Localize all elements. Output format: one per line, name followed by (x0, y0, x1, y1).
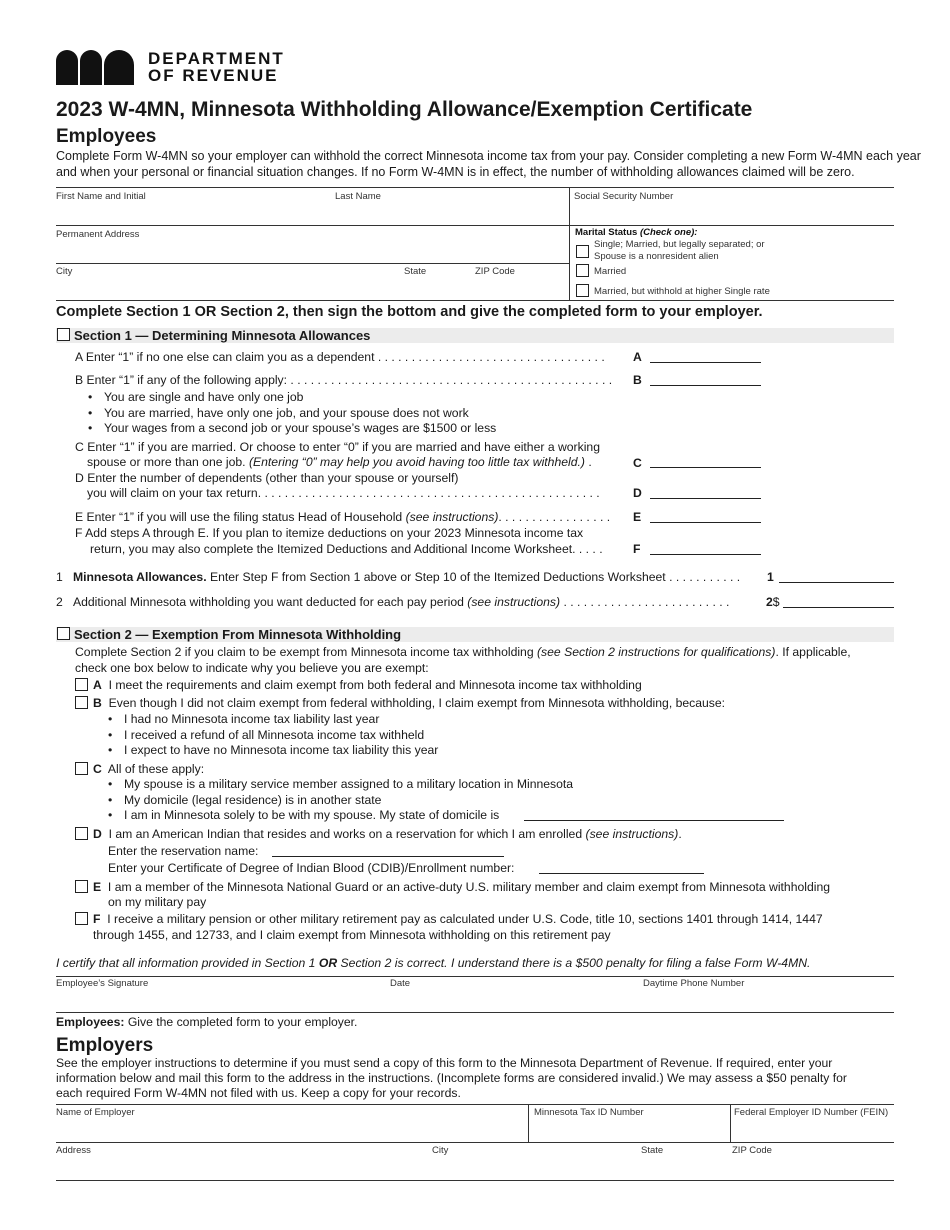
exempt-e-line2: on my military pay (108, 895, 207, 909)
exempt-c-bullet-3: • I am in Minnesota solely to be with my spouse. My state of domicile is (124, 808, 499, 823)
exempt-b-text: B Even though I did not claim exempt from federal withholding, I claim exempt from Minnesota withholding, because: (93, 696, 726, 710)
exempt-e-line1: E I am a member of the Minnesota National Guard or an active-duty U.S. military member and claim exempt from Minnesota withholding (93, 880, 831, 894)
employees-heading: Employees (56, 126, 157, 147)
employers-heading: Employers (56, 1035, 154, 1056)
address-label: Permanent Address (56, 229, 140, 240)
section2-intro-line1: Complete Section 2 if you claim to be exempt from Minnesota income tax withholding (see Section 2 instructions for qualifications). If applicable, (75, 645, 851, 659)
give-to-employer-note: Employees: Give the completed form to your employer. (56, 1015, 358, 1029)
exempt-c-checkbox[interactable] (75, 762, 88, 775)
phone-label: Daytime Phone Number (643, 978, 745, 989)
section1-title: Section 1 — Determining Minnesota Allowances (74, 328, 371, 343)
step-c-letter: C (633, 456, 642, 470)
mn-tax-id-field[interactable] (534, 1119, 726, 1141)
cdib-label: Enter your Certificate of Degree of Indian Blood (CDIB)/Enrollment number: (108, 861, 515, 875)
section-instruction: Complete Section 1 OR Section 2, then sign the bottom and give the completed form to your employer. (56, 304, 763, 320)
exempt-c-text: C All of these apply: (93, 762, 205, 776)
step-a-field[interactable] (650, 362, 761, 363)
marital-single-checkbox[interactable] (576, 245, 589, 258)
exempt-b-checkbox[interactable] (75, 696, 88, 709)
line1-number: 1 (767, 570, 774, 584)
exempt-b-bullet-3: • I expect to have no Minnesota income tax liability this year (124, 743, 438, 758)
marital-status-label: Marital Status (Check one): (575, 227, 698, 238)
zip-label: ZIP Code (475, 266, 515, 277)
line1-text: 1 Minnesota Allowances. Enter Step F from Section 1 above or Step 10 of the Itemized Deductions Worksheet . . . . . . . . . . . (56, 570, 741, 584)
exempt-a-checkbox[interactable] (75, 678, 88, 691)
exempt-c-bullet-2: • My domicile (legal residence) is in another state (124, 793, 381, 808)
section2-title: Section 2 — Exemption From Minnesota Withholding (74, 627, 402, 642)
marital-higher-rate-label: Married, but withhold at higher Single rate (594, 286, 770, 297)
step-a-text: A Enter “1” if no one else can claim you as a dependent . . . . . . . . . . . . . . . . . . . . . . . . . . . . . . . . . . (75, 350, 605, 364)
employers-intro: See the employer instructions to determine if you must send a copy of this form to the Minnesota Department of Revenue. If required, enter your information below and mail this form to the address in the instructions. (Incomplete forms are considered invalid.) We may assess a $50 penalty for each required Form W-4MN not filed with us. Keep a copy for your records. (56, 1056, 847, 1100)
exempt-b-bullet-2: • I received a refund of all Minnesota income tax withheld (124, 728, 424, 743)
step-b-letter: B (633, 373, 642, 387)
cdib-field[interactable] (539, 873, 704, 874)
signature-label: Employee’s Signature (56, 978, 149, 989)
marital-married-checkbox[interactable] (576, 264, 589, 277)
step-f-line2: return, you may also complete the Itemized Deductions and Additional Income Worksheet. . . . . (90, 542, 603, 556)
mn-tax-id-label: Minnesota Tax ID Number (534, 1107, 644, 1118)
step-b-field[interactable] (650, 385, 761, 386)
employer-name-label: Name of Employer (56, 1107, 135, 1118)
ssn-field[interactable] (574, 202, 892, 224)
mn-revenue-logo (56, 50, 296, 90)
reservation-name-label: Enter the reservation name: (108, 844, 259, 858)
section2-checkbox[interactable] (57, 627, 70, 640)
employer-address-field[interactable] (56, 1157, 892, 1179)
fein-label: Federal Employer ID Number (FEIN) (734, 1107, 889, 1118)
reservation-name-field[interactable] (272, 856, 504, 857)
city-label: City (56, 266, 73, 277)
step-d-line2: you will claim on your tax return. . . . . . . . . . . . . . . . . . . . . . . . . . . . . . . . . . . . . . . . . . . . . . . . . . . (87, 486, 600, 500)
section2-intro-line2: check one box below to indicate why you believe you are exempt: (75, 661, 429, 675)
exempt-e-checkbox[interactable] (75, 880, 88, 893)
exempt-a-text: A I meet the requirements and claim exempt from both federal and Minnesota income tax withholding (93, 678, 642, 692)
exempt-f-line2: through 1455, and 12733, and I claim exempt from Minnesota withholding on this retirement pay (93, 928, 611, 942)
step-b-bullet-3: • Your wages from a second job or your spouse’s wages are $1500 or less (104, 421, 496, 436)
step-d-field[interactable] (650, 498, 761, 499)
step-f-letter: F (633, 542, 641, 556)
step-c-line2: spouse or more than one job. (Entering “0” may help you avoid having too little tax withheld.) . (87, 455, 592, 469)
marital-married-label: Married (594, 266, 627, 277)
step-a-letter: A (633, 350, 642, 364)
step-c-line1: C Enter “1” if you are married. Or choose to enter “0” if you are married and have either a working (75, 440, 600, 454)
step-c-field[interactable] (650, 467, 761, 468)
line2-number: 2$ (766, 595, 780, 609)
signature-field[interactable] (56, 989, 386, 1011)
name-field[interactable] (56, 202, 568, 224)
line1-field[interactable] (779, 582, 894, 583)
employer-name-field[interactable] (56, 1119, 524, 1141)
date-field[interactable] (390, 989, 635, 1011)
marital-higher-rate-checkbox[interactable] (576, 284, 589, 297)
step-f-field[interactable] (650, 554, 761, 555)
exempt-d-checkbox[interactable] (75, 827, 88, 840)
marital-single-label: Single; Married, but legally separated; or Spouse is a nonresident alien (594, 239, 765, 262)
exempt-c-bullet-1: • My spouse is a military service member assigned to a military location in Minnesota (124, 777, 573, 792)
state-of-domicile-field[interactable] (524, 820, 784, 821)
address-field[interactable] (56, 240, 568, 262)
fein-field[interactable] (734, 1119, 892, 1141)
ssn-label: Social Security Number (574, 191, 674, 202)
employer-zip-label: ZIP Code (732, 1145, 772, 1156)
state-label: State (404, 266, 427, 277)
employees-intro: Complete Form W-4MN so your employer can withhold the correct Minnesota income tax from your pay. Consider completing a new Form W-4MN each year and when your personal or financial situation changes. If no Form W-4MN is in effect, the number of withholding allowances claimed will be zero. (56, 149, 921, 179)
certification-text: I certify that all information provided in Section 1 OR Section 2 is correct. I understand there is a $500 penalty for filing a false Form W-4MN. (56, 956, 811, 970)
employer-state-label: State (641, 1145, 664, 1156)
step-e-text: E Enter “1” if you will use the filing status Head of Household (see instructions). . . . . . . . . . . . . . . . . (75, 510, 611, 524)
exempt-b-bullet-1: • I had no Minnesota income tax liability last year (124, 712, 379, 727)
date-label: Date (390, 978, 411, 989)
step-e-letter: E (633, 510, 642, 524)
section1-checkbox[interactable] (57, 328, 70, 341)
step-f-line1: F Add steps A through E. If you plan to itemize deductions on your 2023 Minnesota income tax (75, 526, 584, 540)
first-name-label: First Name and Initial (56, 191, 146, 202)
step-b-bullet-1: • You are single and have only one job (104, 390, 303, 405)
step-b-text: B Enter “1” if any of the following apply: . . . . . . . . . . . . . . . . . . . . . . . . . . . . . . . . . . . . . . . . . . . . . . . . (75, 373, 613, 387)
step-d-line1: D Enter the number of dependents (other than your spouse or yourself) (75, 471, 459, 485)
step-d-letter: D (633, 486, 642, 500)
employer-address-label: Address (56, 1145, 91, 1156)
exempt-f-checkbox[interactable] (75, 912, 88, 925)
line2-text: 2 Additional Minnesota withholding you want deducted for each pay period (see instructions) . . . . . . . . . . . . . . . . . . . . . . . . . (56, 595, 730, 609)
last-name-label: Last Name (335, 191, 381, 202)
department-name: DEPARTMENT OF REVENUE (148, 49, 285, 85)
phone-field[interactable] (643, 989, 893, 1011)
step-b-bullet-2: • You are married, have only one job, and your spouse does not work (104, 406, 469, 421)
page-title: 2023 W-4MN, Minnesota Withholding Allowance/Exemption Certificate (56, 98, 753, 121)
exempt-d-text: D I am an American Indian that resides and works on a reservation for which I am enrolled (see instructions). (93, 827, 682, 841)
step-e-field[interactable] (650, 522, 761, 523)
line2-field[interactable] (783, 607, 894, 608)
exempt-f-line1: F I receive a military pension or other military retirement pay as calculated under U.S. Code, title 10, sections 1401 through 1414, 1447 (93, 912, 823, 926)
employer-city-label: City (432, 1145, 449, 1156)
